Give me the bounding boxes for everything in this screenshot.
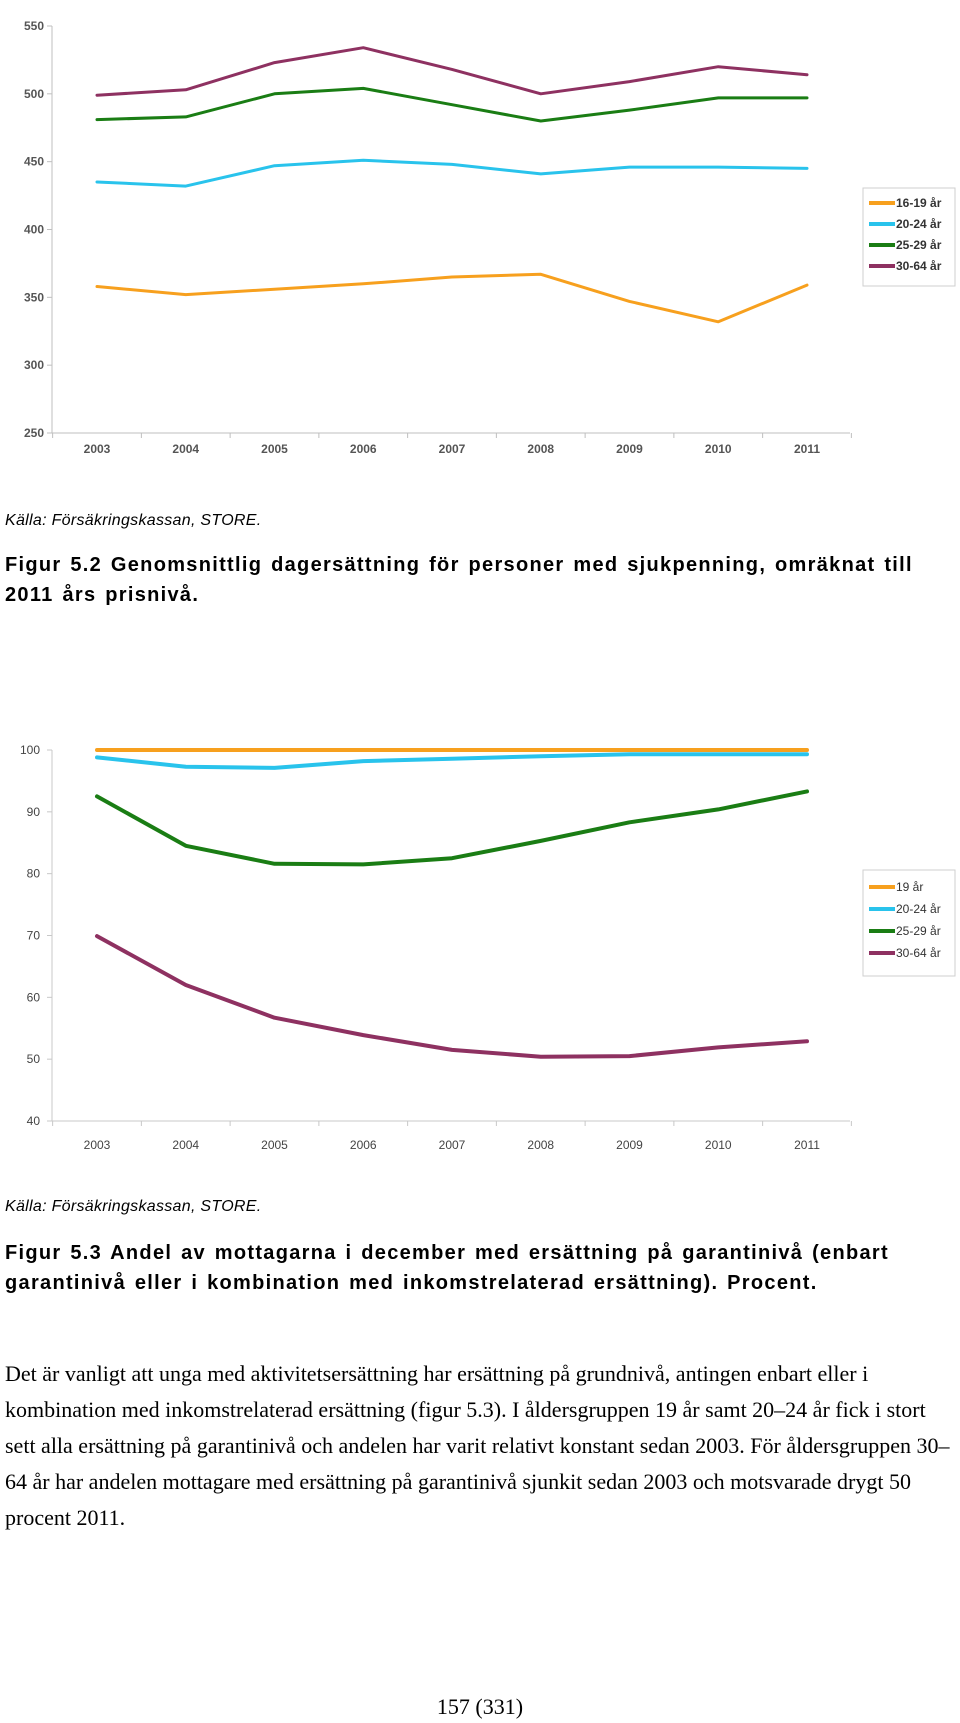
x-tick-label: 2006 bbox=[349, 442, 377, 456]
x-tick-label: 2007 bbox=[438, 442, 466, 456]
x-tick-label: 2003 bbox=[83, 442, 111, 456]
y-tick-label: 300 bbox=[23, 358, 44, 373]
x-tick-label: 2009 bbox=[616, 1138, 643, 1152]
y-tick-label: 70 bbox=[26, 928, 40, 943]
series-line-25-29-år bbox=[97, 791, 807, 864]
x-tick-label: 2008 bbox=[527, 1138, 555, 1152]
series-line-30-64-år bbox=[97, 936, 807, 1057]
x-tick-label: 2004 bbox=[172, 1138, 200, 1152]
x-tick-label: 2008 bbox=[527, 442, 555, 456]
series-line-20-24-år bbox=[97, 754, 807, 768]
y-tick-label: 450 bbox=[23, 154, 44, 169]
x-tick-label: 2005 bbox=[261, 442, 288, 456]
x-tick-label: 2010 bbox=[704, 442, 732, 456]
x-tick-label: 2011 bbox=[794, 1138, 820, 1152]
y-tick-label: 250 bbox=[23, 426, 44, 440]
x-tick-label: 2005 bbox=[261, 1138, 288, 1152]
x-tick-label: 2009 bbox=[616, 442, 643, 456]
y-tick-label: 400 bbox=[23, 222, 44, 237]
series-line-20-24-år bbox=[97, 160, 807, 186]
y-tick-label: 550 bbox=[23, 19, 44, 33]
x-tick-label: 2010 bbox=[704, 1138, 732, 1152]
series-line-30-64-år bbox=[97, 48, 807, 95]
line-chart-2 bbox=[0, 710, 960, 1150]
legend-label: 30-64 år bbox=[896, 259, 942, 273]
y-tick-label: 90 bbox=[26, 804, 40, 819]
x-tick-label: 2006 bbox=[349, 1138, 377, 1152]
x-tick-label: 2011 bbox=[793, 442, 821, 456]
x-tick-label: 2003 bbox=[83, 1138, 111, 1152]
figure-caption-1: Figur 5.2 Genomsnittlig dagersättning för personer med sjukpenning, omräknat till 2011 års prisnivå. bbox=[5, 554, 913, 606]
chart-dagersattning bbox=[0, 0, 960, 470]
line-chart-1 bbox=[0, 0, 960, 470]
legend-label: 30-64 år bbox=[896, 946, 941, 960]
page-number: 157 (331) bbox=[436, 1694, 524, 1719]
chart-garantiniva bbox=[0, 710, 960, 1150]
legend-label: 25-29 år bbox=[896, 238, 942, 252]
x-tick-label: 2004 bbox=[172, 442, 200, 456]
y-tick-label: 500 bbox=[23, 86, 44, 101]
figure-caption-2: Figur 5.3 Andel av mottagarna i december med ersättning på garantinivå (enbart garantinivå eller i kombination med inkomstrelaterad ersättning). Procent. bbox=[5, 1242, 889, 1294]
y-tick-label: 350 bbox=[23, 290, 44, 305]
figure-source-1: Källa: Försäkringskassan, STORE. bbox=[5, 512, 262, 529]
legend-label: 25-29 år bbox=[896, 924, 941, 938]
legend-label: 16-19 år bbox=[896, 196, 942, 210]
y-tick-label: 60 bbox=[26, 990, 40, 1005]
y-tick-label: 100 bbox=[19, 743, 40, 757]
y-tick-label: 40 bbox=[26, 1114, 40, 1128]
figure-source-2: Källa: Försäkringskassan, STORE. bbox=[5, 1198, 262, 1215]
legend-label: 20-24 år bbox=[896, 902, 941, 916]
y-tick-label: 50 bbox=[26, 1052, 40, 1067]
legend-label: 20-24 år bbox=[896, 217, 942, 231]
body-paragraph: Det är vanligt att unga med aktivitetsersättning har ersättning på grundnivå, antingen enbart eller i kombination med inkomstrelaterad ersättning (figur 5.3). I åldersgruppen 19 år samt 20–24 år fick i stort sett alla ersättning på garantinivå och andelen har varit relativt konstant sedan 2003. För åldersgruppen 30–64 år har andelen mottagare med ersättning på garantinivå sjunkit sedan 2003 och motsvarade drygt 50 procent 2011. bbox=[5, 1361, 950, 1530]
series-line-16-19-år bbox=[97, 274, 807, 322]
y-tick-label: 80 bbox=[26, 866, 40, 881]
legend-label: 19 år bbox=[896, 880, 924, 894]
x-tick-label: 2007 bbox=[438, 1138, 466, 1152]
